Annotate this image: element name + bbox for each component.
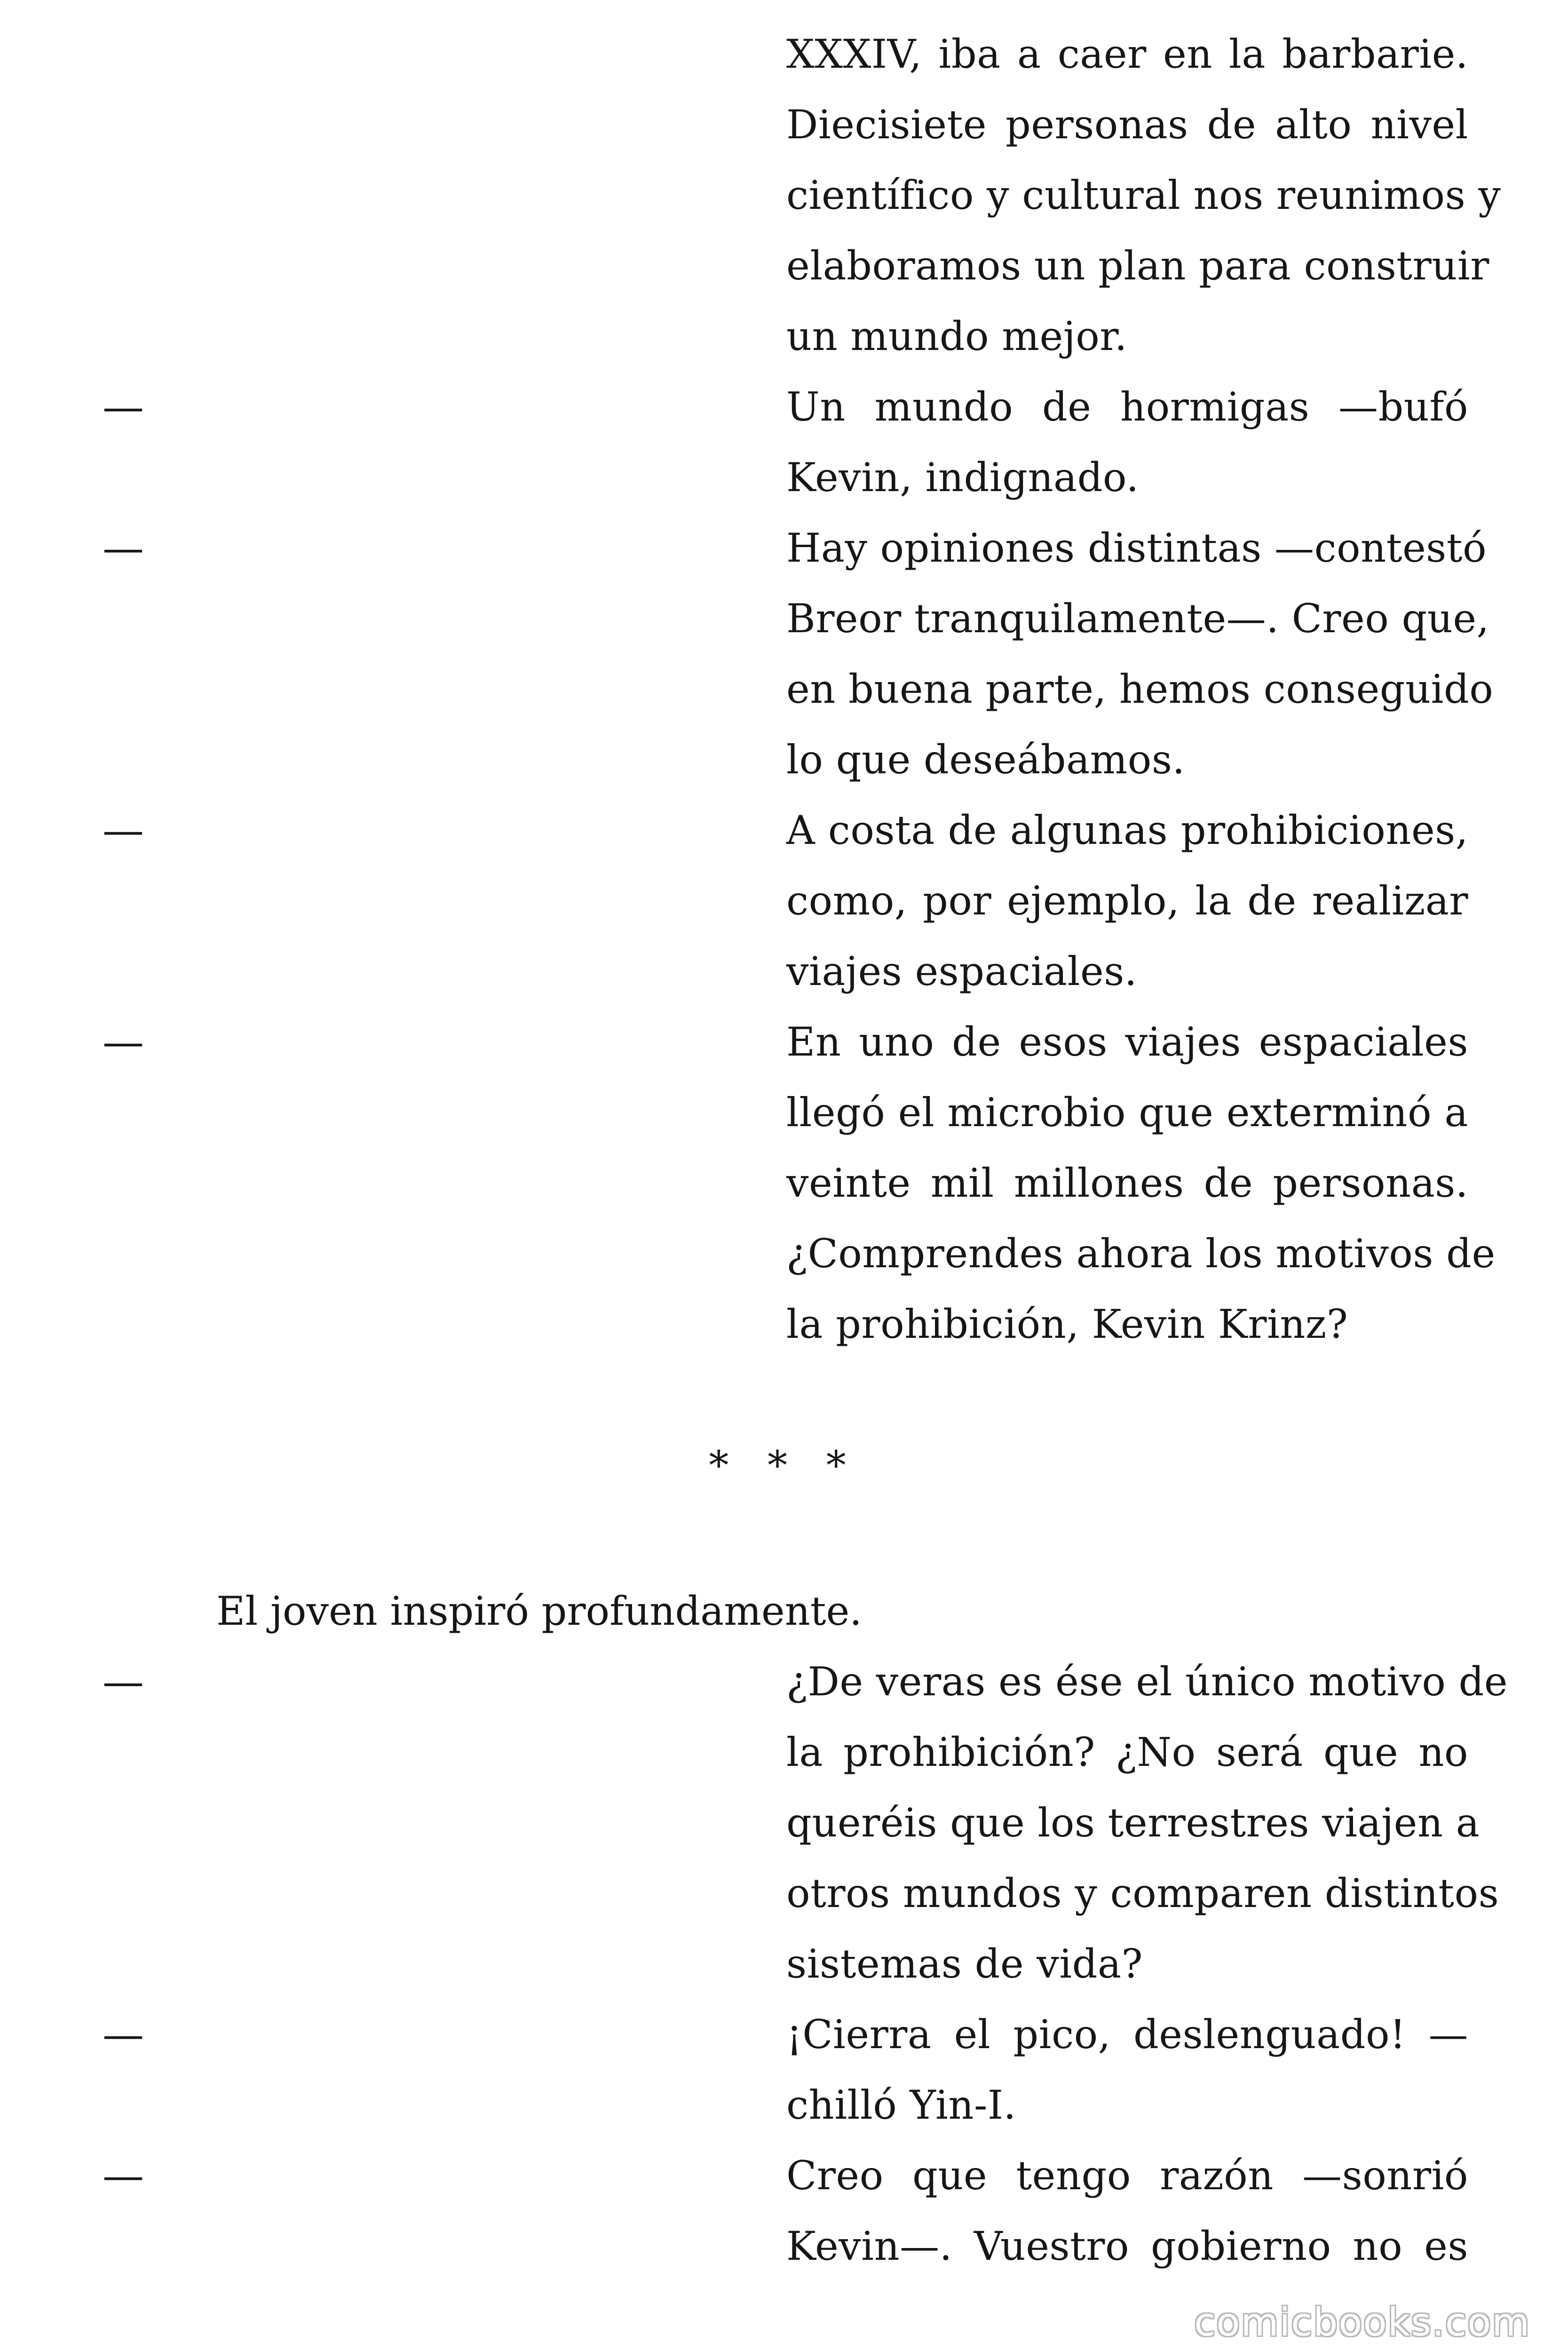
text-line: otros mundos y comparen distintos <box>786 1870 1499 1916</box>
text-line: Kevin, indignado. <box>786 454 1139 501</box>
text-line: como, por ejemplo, la de realizar <box>786 878 1468 924</box>
text-line: ¿Comprendes ahora los motivos de <box>786 1231 1496 1277</box>
text-line: Hay opiniones distintas —contestó <box>786 525 1487 571</box>
narration-line: El joven inspiró profundamente. <box>216 1588 862 1634</box>
dialogue-dash: — <box>103 1017 144 1066</box>
text-line: Creo que tengo razón —sonrió <box>786 2153 1468 2199</box>
text-line: en buena parte, hemos conseguido <box>786 666 1494 712</box>
dialogue-dash: — <box>103 806 144 854</box>
text-line: Breor tranquilamente—. Creo que, <box>786 596 1489 642</box>
dialogue-dash: — <box>103 2010 144 2058</box>
paragraph <box>786 1999 1468 2140</box>
text-line: Diecisiete personas de alto nivel <box>786 102 1468 148</box>
watermark-logo: comicbooks.com <box>1194 2300 1530 2345</box>
text-line: veinte mil millones de personas. <box>786 1160 1468 1206</box>
text-line: elaboramos un plan para construir <box>786 243 1489 289</box>
paragraph <box>786 19 1501 372</box>
text-line: Kevin—. Vuestro gobierno no es <box>786 2223 1468 2269</box>
dialogue-dash: — <box>103 1657 144 1706</box>
text-line: A costa de algunas prohibiciones, <box>786 807 1468 853</box>
scene-separator: * * * <box>709 1442 859 1488</box>
dialogue-dash: — <box>103 2151 144 2200</box>
paragraph <box>786 2140 1468 2281</box>
text-line: científico y cultural nos reunimos y <box>786 172 1501 218</box>
text-line: llegó el microbio que exterminó a <box>786 1089 1468 1136</box>
text-line: la prohibición, Kevin Krinz? <box>786 1301 1348 1347</box>
text-line: XXXIV, iba a caer en la barbarie. <box>786 31 1468 77</box>
text-line: un mundo mejor. <box>786 313 1127 359</box>
paragraph <box>786 1007 1496 1359</box>
text-line: lo que deseábamos. <box>786 737 1185 783</box>
text-line: la prohibición? ¿No será que no <box>786 1729 1468 1775</box>
text-line: sistemas de vida? <box>786 1941 1143 1987</box>
paragraph <box>786 513 1494 795</box>
text-line: ¡Cierra el pico, deslenguado! — <box>786 2011 1468 2058</box>
text-line: Un mundo de hormigas —bufó <box>786 384 1468 430</box>
paragraph <box>786 795 1468 1007</box>
paragraph <box>786 1646 1508 1999</box>
dialogue-dash: — <box>103 382 144 431</box>
text-line: chilló Yin-I. <box>786 2082 1016 2128</box>
paragraph <box>786 372 1468 513</box>
text-line: En uno de esos viajes espaciales <box>786 1019 1468 1065</box>
text-line: ¿De veras es ése el único motivo de <box>786 1659 1508 1705</box>
text-line: viajes espaciales. <box>786 948 1138 994</box>
dialogue-dash: — <box>103 524 144 572</box>
text-line: queréis que los terrestres viajen a <box>786 1800 1480 1846</box>
